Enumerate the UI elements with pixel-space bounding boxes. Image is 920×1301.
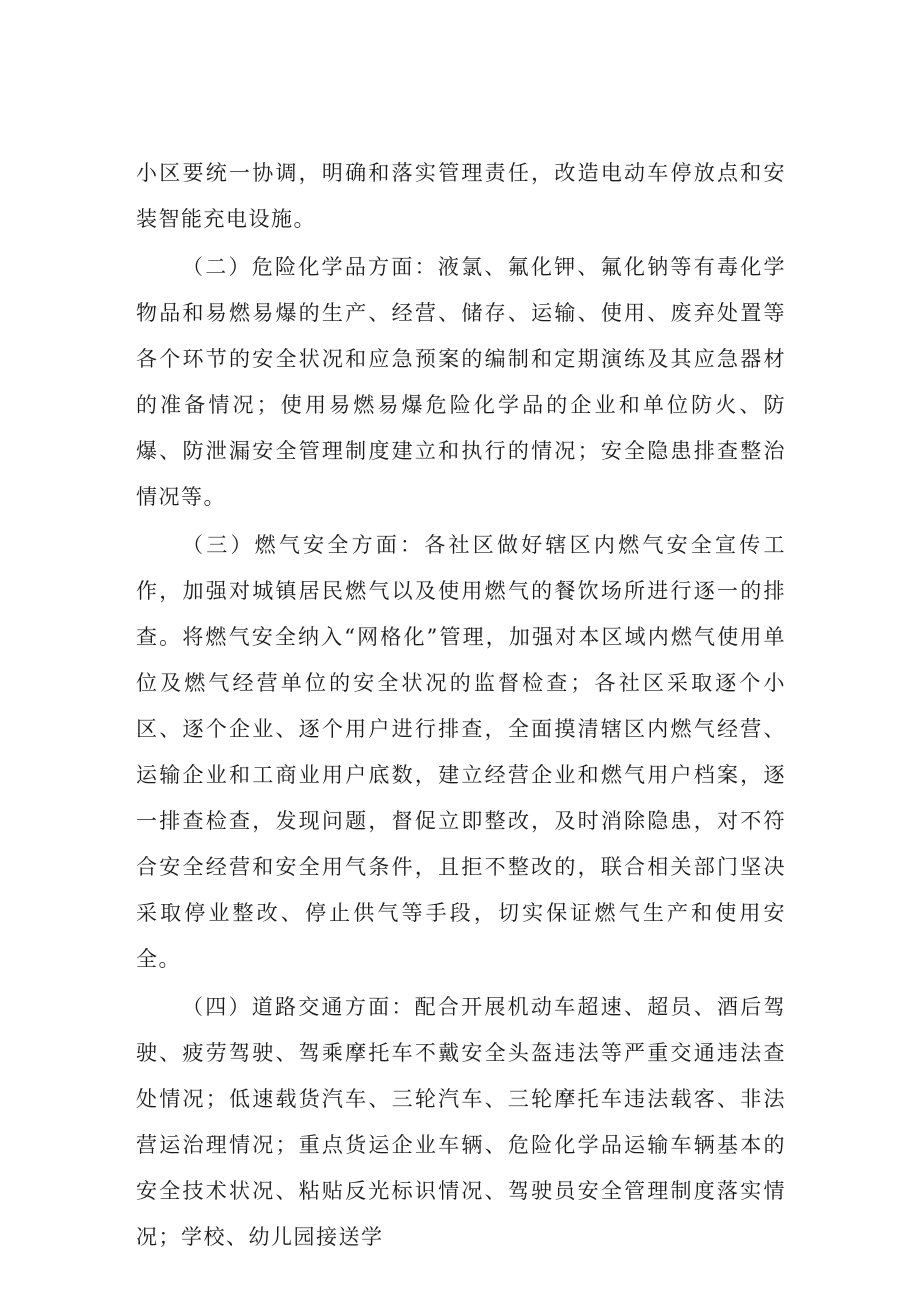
paragraph-continuation: 小区要统一协调，明确和落实管理责任，改造电动车停放点和安装智能充电设施。: [136, 161, 786, 231]
paragraph-hazardous-chemicals: （二）危险化学品方面：液氯、氟化钾、氟化钠等有毒化学物品和易燃易爆的生产、经营、储存、运输、使用、废弃处置等各个环节的安全状况和应急预案的编制和定期演练及其应急器材的准备情况；使用易燃易爆危险化学品的企业和单位防火、防爆、防泄漏安全管理制度建立和执行的情况；安全隐患排查整治情况等。: [136, 255, 786, 509]
paragraph-road-traffic: （四）道路交通方面：配合开展机动车超速、超员、酒后驾驶、疲劳驾驶、驾乘摩托车不戴安全头盔违法等严重交通违法查处情况；低速载货汽车、三轮汽车、三轮摩托车违法载客、非法营运治理情况；重点货运企业车辆、危险化学品运输车辆基本的安全技术状况、粘贴反光标识情况、驾驶员安全管理制度落实情况；学校、幼儿园接送学: [136, 995, 786, 1249]
paragraph-gas-safety: （三）燃气安全方面：各社区做好辖区内燃气安全宣传工作，加强对城镇居民燃气以及使用燃气的餐饮场所进行逐一的排查。将燃气安全纳入“网格化”管理，加强对本区域内燃气使用单位及燃气经营单位的安全状况的监督检查；各社区采取逐个小区、逐个企业、逐个用户进行排查，全面摸清辖区内燃气经营、运输企业和工商业用户底数，建立经营企业和燃气用户档案，逐一排查检查，发现问题，督促立即整改，及时消除隐患，对不符合安全经营和安全用气条件，且拒不整改的，联合相关部门坚决采取停业整改、停止供气等手段，切实保证燃气生产和使用安全。: [136, 533, 786, 971]
document-body: [136, 150, 786, 1262]
